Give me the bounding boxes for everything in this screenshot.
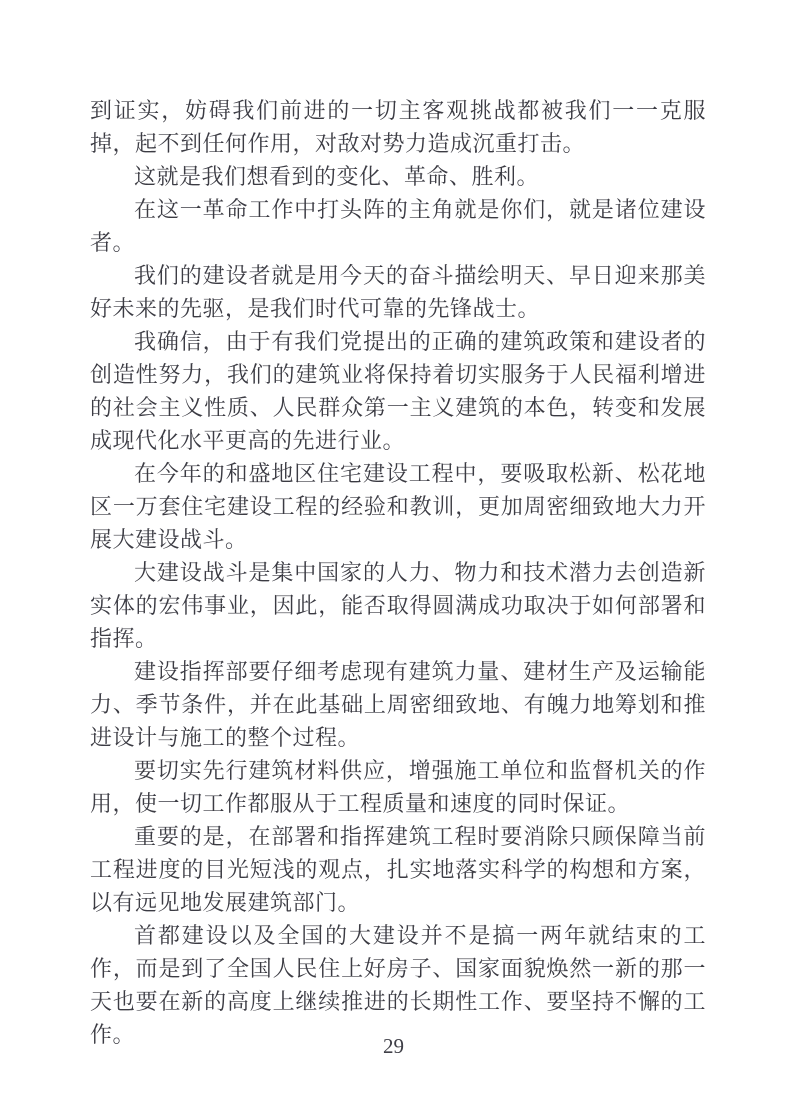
paragraph: 我们的建设者就是用今天的奋斗描绘明天、早日迎来那美好未来的先驱，是我们时代可靠的先锋战士。: [90, 263, 706, 321]
paragraph: 我确信，由于有我们党提出的正确的建筑政策和建设者的创造性努力，我们的建筑业将保持着切实服务于人民福利增进的社会主义性质、人民群众第一主义建筑的本色，转变和发展成现代化水平更高的先进行业。: [90, 329, 706, 453]
paragraph: 首都建设以及全国的大建设并不是搞一两年就结束的工作，而是到了全国人民住上好房子、国家面貌焕然一新的那一天也要在新的高度上继续推进的长期性工作、要坚持不懈的工作。: [90, 923, 706, 1047]
paragraph: 大建设战斗是集中国家的人力、物力和技术潜力去创造新实体的宏伟事业，因此，能否取得圆满成功取决于如何部署和指挥。: [90, 560, 706, 651]
paragraph: 在今年的和盛地区住宅建设工程中，要吸取松新、松花地区一万套住宅建设工程的经验和教训，更加周密细致地大力开展大建设战斗。: [90, 461, 706, 552]
paragraph: 在这一革命工作中打头阵的主角就是你们，就是诸位建设者。: [90, 197, 706, 255]
page-number: 29: [383, 1034, 404, 1058]
paragraph: 重要的是，在部署和指挥建筑工程时要消除只顾保障当前工程进度的目光短浅的观点，扎实地落实科学的构想和方案，以有远见地发展建筑部门。: [90, 824, 706, 915]
paragraph: 这就是我们想看到的变化、革命、胜利。: [134, 164, 540, 189]
paragraph: 要切实先行建筑材料供应，增强施工单位和监督机关的作用，使一切工作都服从于工程质量和速度的同时保证。: [90, 758, 706, 816]
paragraph: 建设指挥部要仔细考虑现有建筑力量、建材生产及运输能力、季节条件，并在此基础上周密细致地、有魄力地筹划和推进设计与施工的整个过程。: [90, 659, 706, 750]
document-body: [90, 94, 706, 1051]
paragraph: 到证实，妨碍我们前进的一切主客观挑战都被我们一一克服掉，起不到任何作用，对敌对势力造成沉重打击。: [90, 98, 706, 156]
